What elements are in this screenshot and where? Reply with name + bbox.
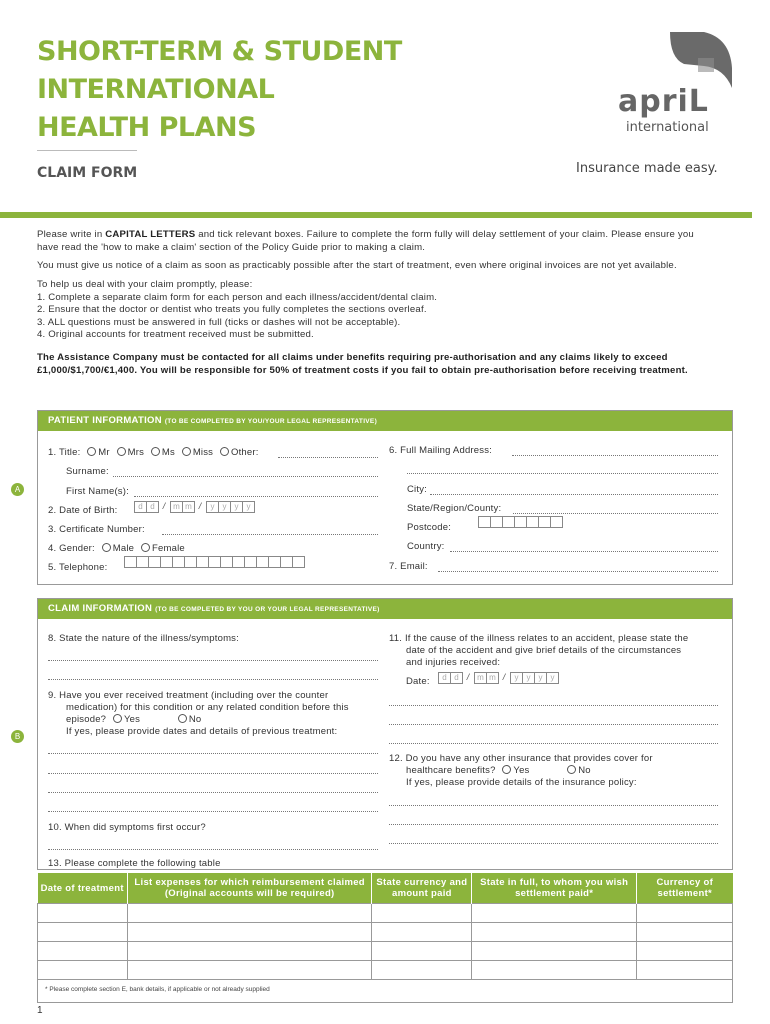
q8-input-line-1[interactable]	[48, 660, 378, 661]
first-names-input[interactable]	[134, 496, 378, 497]
table-cell[interactable]	[127, 923, 372, 942]
q11-date-label: Date:	[406, 676, 430, 687]
q11-date-input[interactable]: d d / m m / y y y y	[438, 672, 558, 684]
page-number: 1	[37, 1005, 43, 1016]
certificate-label: 3. Certificate Number:	[48, 524, 145, 535]
q8-input-line-2[interactable]	[48, 679, 378, 680]
address-label: 6. Full Mailing Address:	[389, 445, 493, 456]
q11-question: 11. If the cause of the illness relates to an accident, please state the date of the accident and give brief details of the circumstances and injuries received:	[389, 633, 689, 668]
q10-label: 10. When did symptoms first occur?	[48, 822, 206, 833]
title-mrs-radio[interactable]	[117, 447, 126, 456]
patient-section-header: PATIENT INFORMATION (TO BE COMPLETED BY YOU/YOUR LEGAL REPRESENTATIVE)	[38, 411, 732, 431]
table-cell[interactable]	[637, 904, 733, 923]
table-row	[38, 904, 733, 923]
address-input-line-2[interactable]	[407, 473, 718, 474]
table-header-row	[38, 873, 733, 904]
form-subtitle: CLAIM FORM	[37, 165, 138, 181]
surname-label: Surname:	[66, 466, 109, 477]
col-currency-amount: State currency and amount paid	[372, 873, 472, 904]
q9-input-line-4[interactable]	[48, 811, 378, 812]
title-ms-radio[interactable]	[151, 447, 160, 456]
title-line-1: SHORT-TERM & STUDENT	[37, 36, 402, 67]
table-row	[38, 961, 733, 980]
postcode-label: Postcode:	[407, 522, 452, 533]
q12-yes-radio[interactable]	[502, 765, 511, 774]
april-logo-icon	[664, 28, 736, 92]
title-line-3: HEALTH PLANS	[37, 112, 257, 143]
form-title	[37, 33, 402, 147]
table-cell[interactable]	[372, 942, 472, 961]
country-input[interactable]	[450, 551, 718, 552]
table-cell[interactable]	[38, 942, 128, 961]
country-label: Country:	[407, 541, 445, 552]
table-cell[interactable]	[637, 961, 733, 980]
surname-input[interactable]	[113, 476, 378, 477]
state-input[interactable]	[513, 513, 718, 514]
table-cell[interactable]	[372, 904, 472, 923]
col-date-of-treatment: Date of treatment	[38, 873, 128, 904]
postcode-input[interactable]	[478, 516, 562, 528]
q12-input-line-1[interactable]	[389, 805, 718, 806]
table-cell[interactable]	[472, 961, 637, 980]
first-names-label: First Name(s):	[66, 486, 129, 497]
table-cell[interactable]	[127, 942, 372, 961]
expenses-table	[37, 873, 733, 980]
q10-input[interactable]	[48, 849, 378, 850]
table-footnote: * Please complete section E, bank details, if applicable or not already supplied	[45, 986, 270, 993]
title-miss-radio[interactable]	[182, 447, 191, 456]
q9-input-line-1[interactable]	[48, 753, 378, 754]
title-field: 1. Title: Mr Mrs Ms Miss Other:	[48, 447, 259, 458]
table-cell[interactable]	[372, 923, 472, 942]
q11-input-line-3[interactable]	[389, 743, 718, 744]
telephone-input[interactable]	[124, 556, 304, 568]
q12-input-line-3[interactable]	[389, 843, 718, 844]
table-row	[38, 923, 733, 942]
claim-section-header: CLAIM INFORMATION (TO BE COMPLETED BY YOU OR YOUR LEGAL REPRESENTATIVE)	[38, 599, 732, 619]
intro-paragraph-1: Please write in CAPITAL LETTERS and tick relevant boxes. Failure to complete the form fully will delay settlement of your claim. Please ensure you have read the 'how to make a claim' section of the Policy Guide prior to making a claim.	[37, 229, 694, 253]
title-other-radio[interactable]	[220, 447, 229, 456]
table-cell[interactable]	[372, 961, 472, 980]
logo-wordmark: apriL	[618, 84, 709, 119]
table-cell[interactable]	[637, 942, 733, 961]
logo-subtext: international	[626, 120, 709, 135]
q8-label: 8. State the nature of the illness/symptoms:	[48, 633, 239, 644]
header-accent-bar	[0, 212, 752, 218]
section-b-marker: B	[11, 730, 24, 743]
section-a-marker: A	[11, 483, 24, 496]
gender-field: 4. Gender: Male Female	[48, 543, 185, 554]
title-line-2: INTERNATIONAL	[37, 74, 275, 105]
tagline: Insurance made easy.	[576, 161, 718, 176]
certificate-input[interactable]	[162, 534, 378, 535]
q9-no-radio[interactable]	[178, 714, 187, 723]
q9-question: 9. Have you ever received treatment (including over the counter medication) for this condition or any related condition before this episode? Yes No If yes, please provide dates and details of previous treatment:	[48, 690, 349, 737]
city-label: City:	[407, 484, 427, 495]
table-cell[interactable]	[38, 923, 128, 942]
gender-male-radio[interactable]	[102, 543, 111, 552]
dob-input[interactable]: d d / m m / y y y y	[134, 501, 254, 513]
intro-paragraph-2: You must give us notice of a claim as soon as practicably possible after the start of treatment, even where original invoices are not yet available.	[37, 260, 677, 271]
email-label: 7. Email:	[389, 561, 428, 572]
city-input[interactable]	[430, 494, 718, 495]
gender-female-radio[interactable]	[141, 543, 150, 552]
q11-input-line-1[interactable]	[389, 705, 718, 706]
title-other-input[interactable]	[278, 457, 378, 458]
intro-warning: The Assistance Company must be contacted for all claims under benefits requiring pre-authorisation and any claims likely to exceed £1,000/$1,700/€1,400. You will be responsible for 50% of treatment costs if you fail to obtain pre-authorisation before receiving treatment.	[37, 352, 688, 376]
intro-instructions: To help us deal with your claim promptly, please: 1. Complete a separate claim form for each person and each illness/accident/dental claim. 2. Ensure that the doctor or dentist who treats you fully completes the sections overleaf. 3. ALL questions must be answered in full (ticks or dashes will not be acceptable). 4. Original accounts for treatment received must be submitted.	[37, 279, 438, 340]
title-mr-radio[interactable]	[87, 447, 96, 456]
table-cell[interactable]	[472, 942, 637, 961]
table-cell[interactable]	[38, 961, 128, 980]
col-expenses: List expenses for which reimbursement claimed (Original accounts will be required)	[127, 873, 372, 904]
table-cell[interactable]	[127, 904, 372, 923]
q9-yes-radio[interactable]	[113, 714, 122, 723]
col-settlement-to: State in full, to whom you wish settlement paid*	[472, 873, 637, 904]
q12-no-radio[interactable]	[567, 765, 576, 774]
col-settlement-currency: Currency of settlement*	[637, 873, 733, 904]
q9-input-line-3[interactable]	[48, 792, 378, 793]
q12-input-line-2[interactable]	[389, 824, 718, 825]
email-input[interactable]	[438, 571, 718, 572]
address-input-line-1[interactable]	[512, 455, 718, 456]
q11-input-line-2[interactable]	[389, 724, 718, 725]
q9-input-line-2[interactable]	[48, 773, 378, 774]
table-row	[38, 942, 733, 961]
title-divider	[37, 150, 137, 151]
state-label: State/Region/County:	[407, 503, 502, 514]
q12-question: 12. Do you have any other insurance that provides cover for healthcare benefits? Yes No If yes, please provide details of the insurance policy:	[389, 753, 653, 788]
dob-label: 2. Date of Birth:	[48, 505, 118, 516]
telephone-label: 5. Telephone:	[48, 562, 108, 573]
table-cell[interactable]	[472, 923, 637, 942]
q13-label: 13. Please complete the following table	[48, 858, 221, 869]
table-cell[interactable]	[472, 904, 637, 923]
table-cell[interactable]	[637, 923, 733, 942]
table-cell[interactable]	[38, 904, 128, 923]
table-cell[interactable]	[127, 961, 372, 980]
